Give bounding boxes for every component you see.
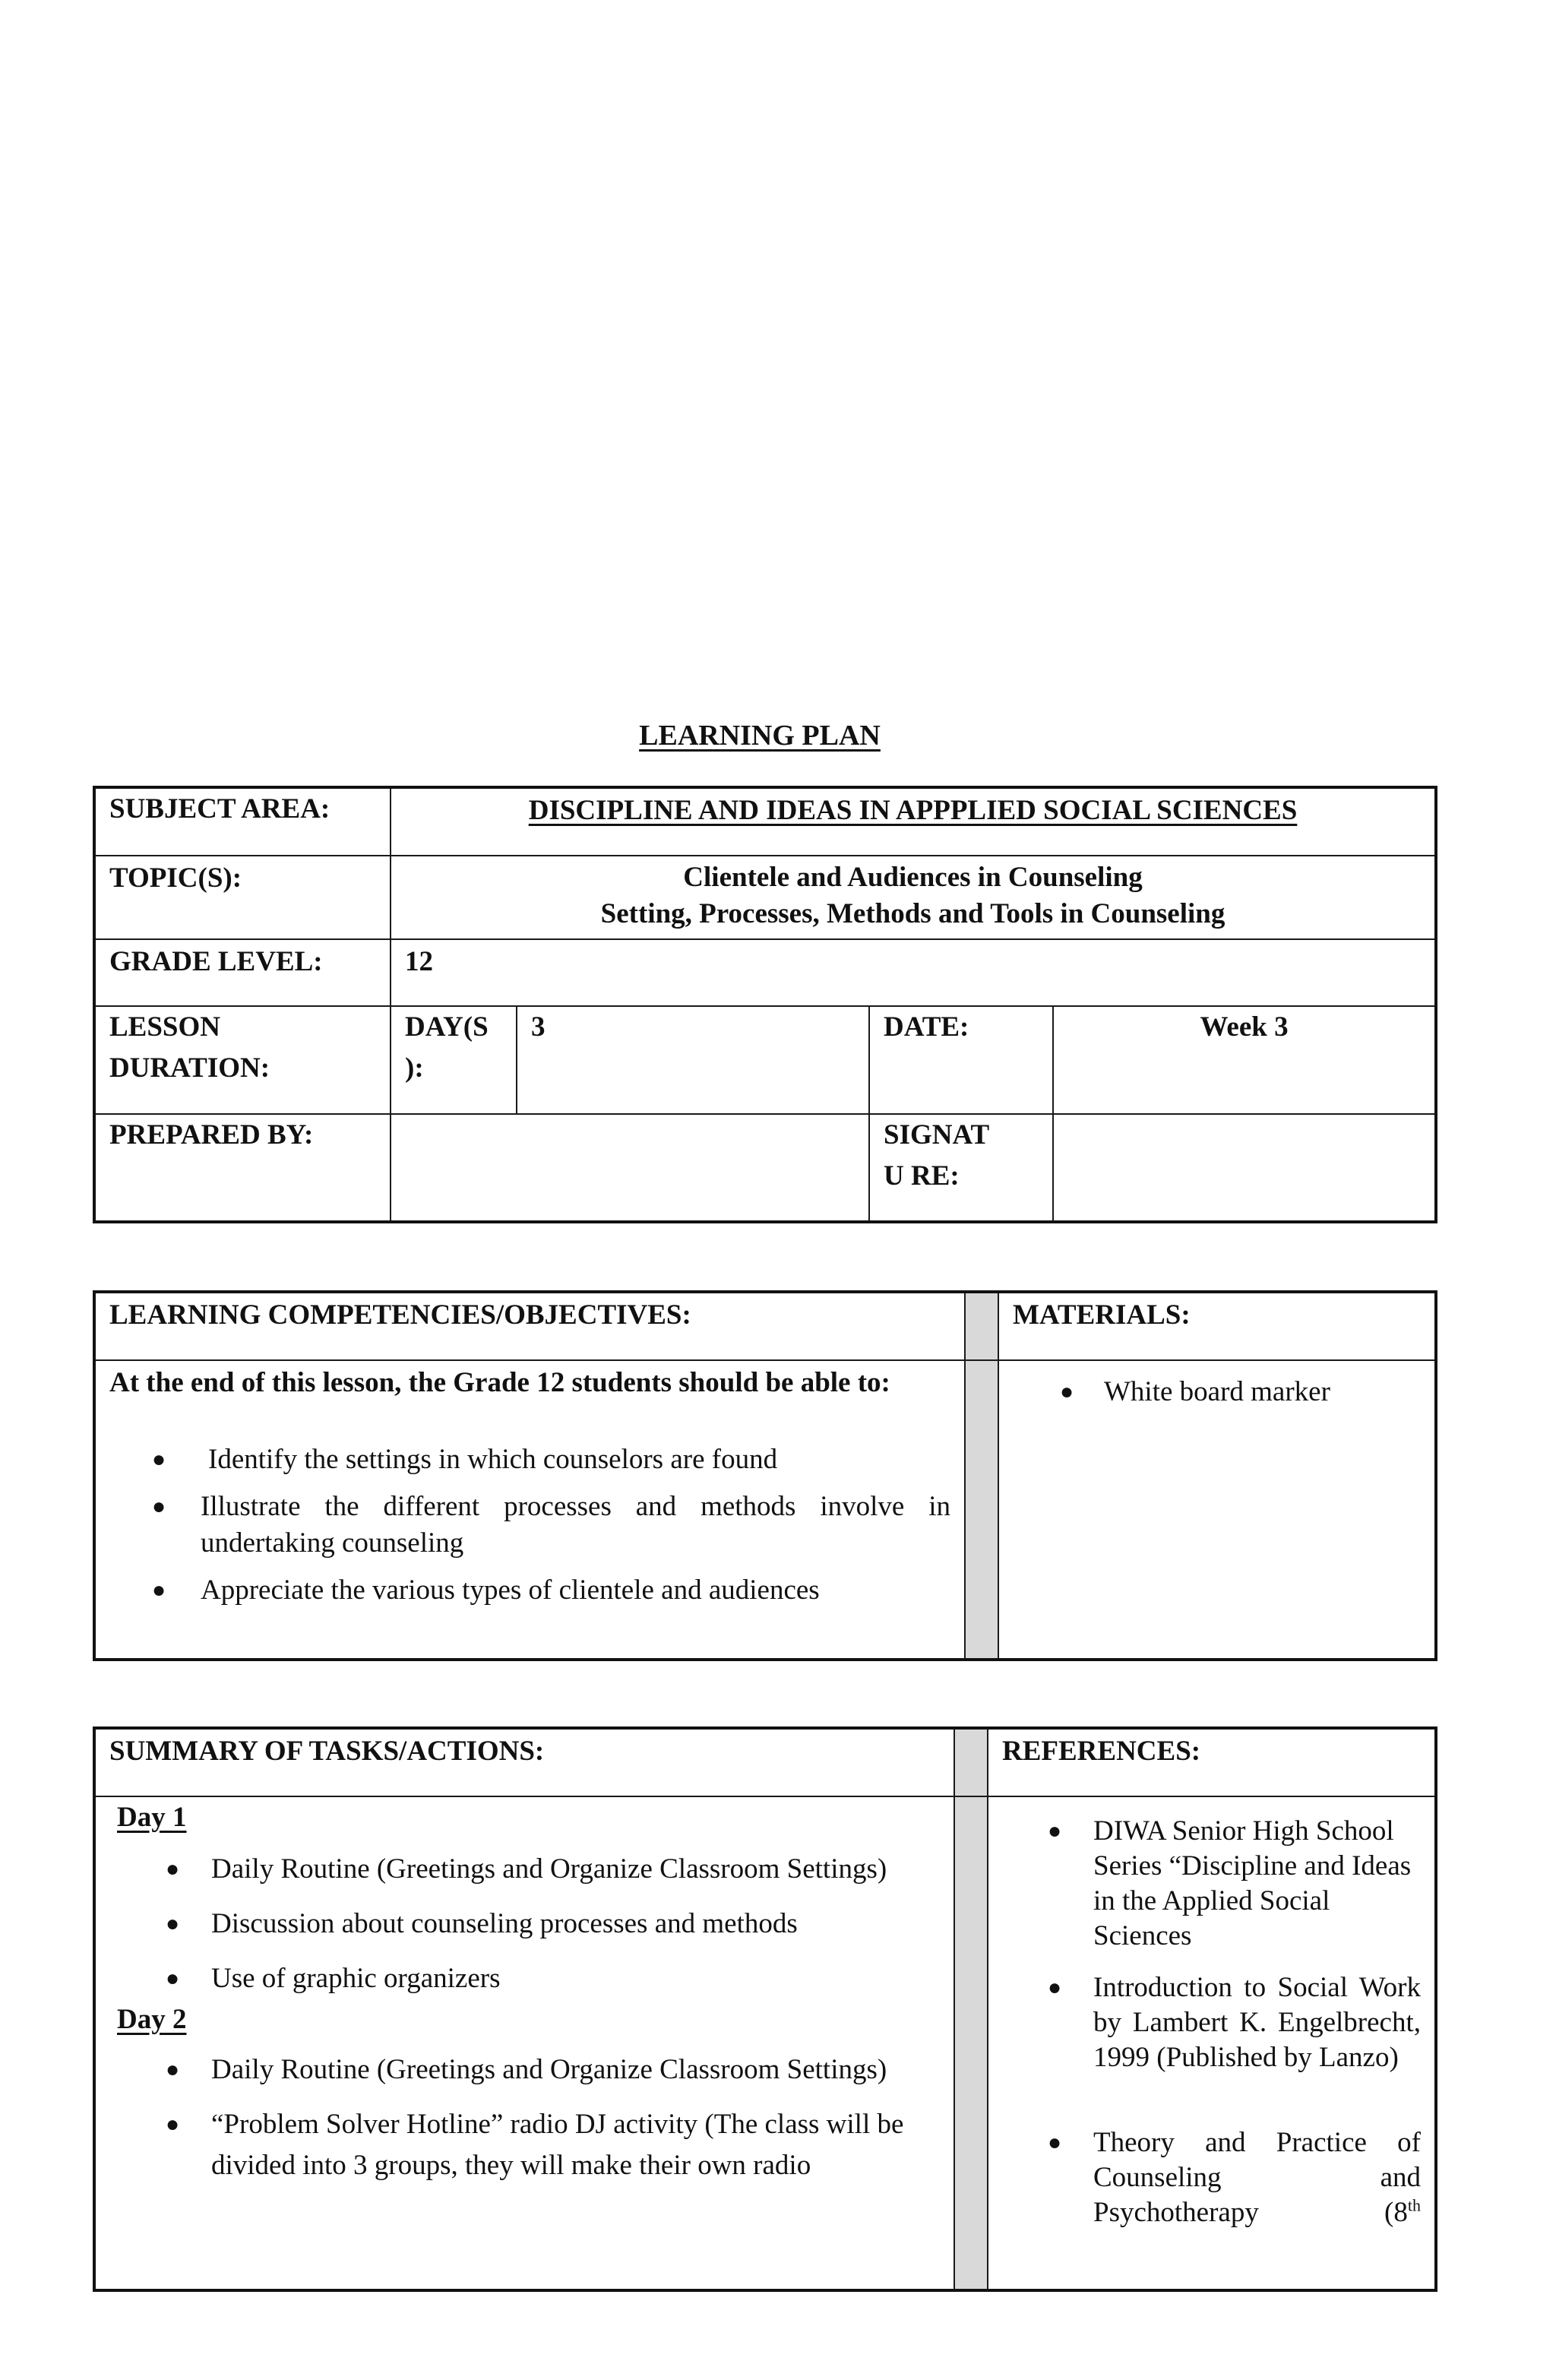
day-1-label: Day 1 [117, 1802, 187, 1833]
list-item [109, 1958, 908, 1999]
task-text: Daily Routine (Greetings and Organize Classroom Settings) [211, 1853, 887, 1885]
bullet-icon: ● [1060, 1379, 1074, 1404]
list-item [109, 2104, 908, 2186]
objectives-header: LEARNING COMPETENCIES/OBJECTIVES: [94, 1292, 965, 1360]
topic-line: Setting, Processes, Methods and Tools in Counseling [600, 898, 1226, 929]
bullet-icon: ● [1048, 2130, 1062, 2155]
bullet-icon: ● [166, 2057, 180, 2082]
list-item [109, 1572, 950, 1609]
bullet-icon: ● [1048, 1975, 1062, 2000]
objective-text: Appreciate the various types of clientele and audiences [201, 1575, 820, 1606]
topics-value [391, 856, 1436, 939]
lesson-duration-label: LESSON DURATION: [94, 1006, 391, 1114]
day-1-task-list [109, 1849, 923, 1999]
signature-label: SIGNATU RE: [869, 1114, 1053, 1222]
day-2-label: Day 2 [117, 2004, 187, 2035]
lesson-info-table [93, 786, 1437, 1223]
objective-text: Illustrate the different processes and methods involve in undertaking counseling [201, 1491, 950, 1559]
objectives-body [94, 1360, 965, 1660]
divider-column [965, 1292, 998, 1360]
bullet-icon: ● [152, 1447, 166, 1472]
bullet-icon: ● [166, 2112, 180, 2137]
reference-superscript: th [1407, 2195, 1421, 2215]
task-text: Discussion about counseling processes and methods [211, 1908, 798, 1939]
objectives-table [93, 1290, 1437, 1661]
days-value: 3 [517, 1006, 869, 1114]
references-body [988, 1796, 1436, 2290]
list-item [109, 2049, 908, 2090]
days-label: DAY(S ): [391, 1006, 517, 1114]
materials-list [1013, 1372, 1421, 1413]
prepared-by-value [391, 1114, 869, 1222]
page-title: LEARNING PLAN [639, 720, 881, 752]
material-text: White board marker [1104, 1376, 1330, 1407]
objectives-intro: At the end of this lesson, the Grade 12 students should be able to: [109, 1367, 890, 1398]
list-item [1002, 1814, 1421, 1954]
bullet-icon: ● [166, 1911, 180, 1936]
list-item [109, 1849, 908, 1890]
bullet-icon: ● [152, 1494, 166, 1519]
bullet-icon: ● [1048, 1818, 1062, 1844]
bullet-icon: ● [166, 1856, 180, 1882]
bullet-icon: ● [152, 1578, 166, 1603]
list-item [1002, 1970, 1421, 2075]
list-item [109, 1489, 950, 1562]
task-text: Use of graphic organizers [211, 1963, 501, 1994]
reference-text: DIWA Senior High School Series “Discipline and Ideas in the Applied Social Sciences [1093, 1815, 1412, 1951]
topics-label: TOPIC(S): [94, 856, 391, 939]
date-label: DATE: [869, 1006, 1053, 1114]
date-value: Week 3 [1053, 1006, 1436, 1114]
prepared-by-label: PREPARED BY: [94, 1114, 391, 1222]
day-2-task-list [109, 2049, 923, 2186]
subject-area-label: SUBJECT AREA: [94, 787, 391, 856]
references-list [1002, 1814, 1421, 2230]
divider-column [954, 1796, 988, 2290]
list-item [1002, 2125, 1421, 2230]
signature-value [1053, 1114, 1436, 1222]
bullet-icon: ● [166, 1966, 180, 1991]
task-text: Daily Routine (Greetings and Organize Classroom Settings) [211, 2054, 887, 2085]
tasks-body [94, 1796, 954, 2290]
grade-level-value: 12 [391, 939, 1436, 1006]
references-header: REFERENCES: [988, 1728, 1436, 1796]
objective-text: Identify the settings in which counselors are found [208, 1444, 778, 1475]
materials-header: MATERIALS: [998, 1292, 1436, 1360]
list-item [1013, 1372, 1421, 1413]
grade-level-label: GRADE LEVEL: [94, 939, 391, 1006]
task-text: “Problem Solver Hotline” radio DJ activity (The class will be divided into 3 groups, they will make their own radio [211, 2109, 904, 2181]
list-item [109, 1904, 908, 1945]
tasks-header: SUMMARY OF TASKS/ACTIONS: [94, 1728, 954, 1796]
reference-text: Introduction to Social Work by Lambert K. Engelbrecht, 1999 (Published by Lanzo) [1093, 1972, 1421, 2073]
materials-body [998, 1360, 1436, 1660]
tasks-table [93, 1726, 1437, 2292]
divider-column [965, 1360, 998, 1660]
topic-line: Clientele and Audiences in Counseling [683, 862, 1143, 893]
divider-column [954, 1728, 988, 1796]
list-item [109, 1442, 950, 1478]
objectives-list [109, 1442, 950, 1609]
subject-area-value: DISCIPLINE AND IDEAS IN APPPLIED SOCIAL SCIENCES [391, 787, 1436, 856]
reference-text: Theory and Practice of Counseling and Psychotherapy (8 [1093, 2127, 1421, 2228]
